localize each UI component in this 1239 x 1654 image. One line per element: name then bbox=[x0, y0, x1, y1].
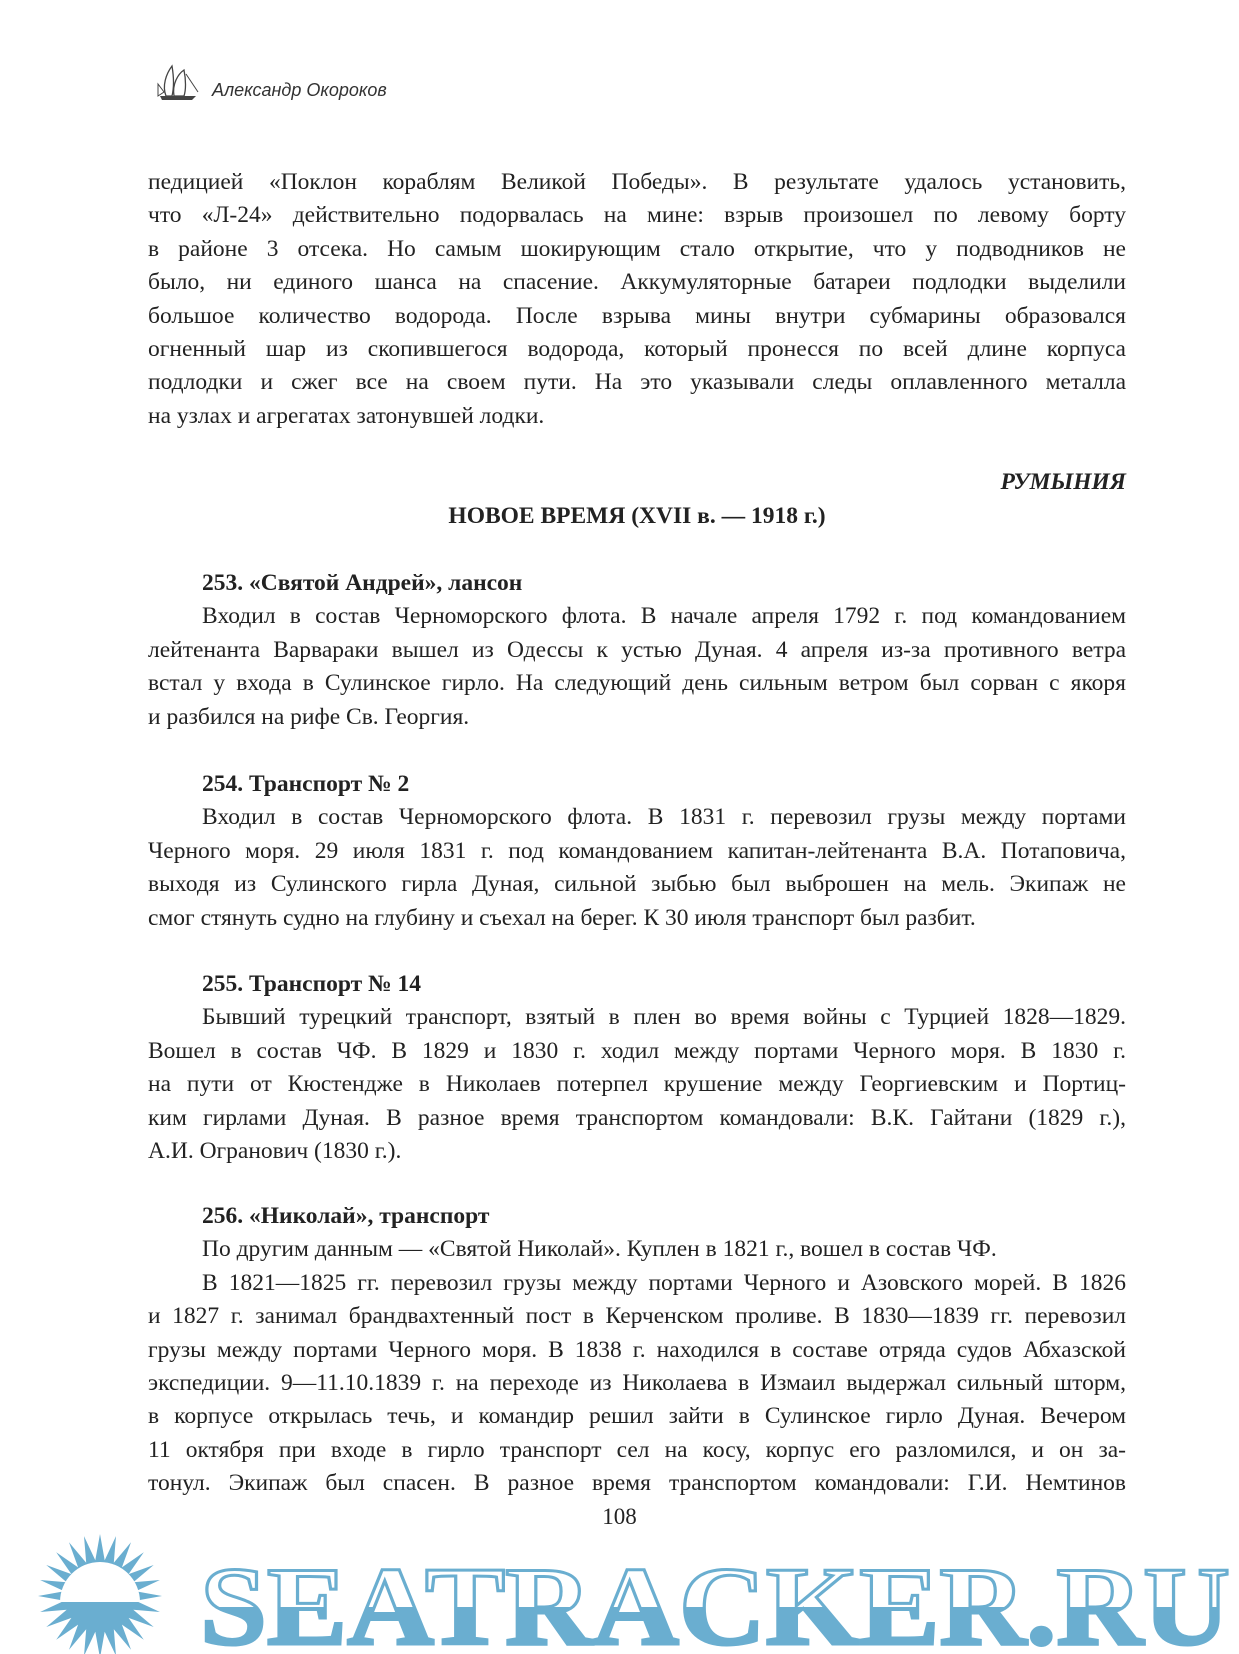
text-line: было, ни единого шанса на спасение. Аккумуляторные батареи подлодки выделили bbox=[148, 269, 1126, 296]
text-line: в районе 3 отсека. Но самым шокирующим стало открытие, что у подводников не bbox=[148, 235, 1126, 262]
entry-255 bbox=[148, 968, 1126, 1168]
entry-title: 254. Транспорт № 2 bbox=[202, 771, 410, 797]
text-line: экспедиции. 9—11.10.1839 г. на переходе из Николаева в Измаил выдержал сильный шторм, bbox=[148, 1369, 1126, 1396]
entry-256 bbox=[148, 1200, 1126, 1501]
running-header bbox=[152, 62, 387, 104]
intro-paragraph bbox=[148, 166, 1126, 433]
text-line: Вошел в состав ЧФ. В 1829 и 1830 г. ходил между портами Черного моря. В 1830 г. bbox=[148, 1037, 1126, 1064]
text-line: на узлах и агрегатах затонувшей лодки. bbox=[148, 402, 545, 429]
text-line: Бывший турецкий транспорт, взятый в плен во время войны с Турцией 1828—1829. bbox=[202, 1004, 1126, 1031]
text-line: на пути от Кюстендже в Николаев потерпел крушение между Георгиевским и Портиц- bbox=[148, 1071, 1126, 1098]
seatracker-watermark bbox=[0, 1532, 1239, 1654]
text-line: В 1821—1825 гг. перевозил грузы между портами Черного и Азовского морей. В 1826 bbox=[202, 1269, 1126, 1296]
text-line: По другим данным — «Святой Николай». Куплен в 1821 г., вошел в состав ЧФ. bbox=[202, 1236, 997, 1263]
text-line: Черного моря. 29 июля 1831 г. под командованием капитан-лейтенанта В.А. Потаповича, bbox=[148, 837, 1126, 864]
text-line: подлодки и сжег все на своем пути. На это указывали следы оплавленного металла bbox=[148, 369, 1126, 396]
text-line: смог стянуть судно на глубину и съехал на берег. К 30 июля транспорт был разбит. bbox=[148, 904, 976, 931]
country-heading: РУМЫНИЯ bbox=[1000, 469, 1126, 495]
entry-title: 256. «Николай», транспорт bbox=[202, 1203, 490, 1229]
text-line: встал у входа в Сулинское гирло. На следующий день сильным ветром был сорван с якоря bbox=[148, 670, 1126, 697]
text-line: большое количество водорода. После взрыва мины внутри субмарины образовался bbox=[148, 302, 1126, 329]
entry-title: 253. «Святой Андрей», лансон bbox=[202, 570, 523, 596]
text-line: лейтенанта Варвараки вышел из Одессы к устью Дуная. 4 апреля из-за противного ветра bbox=[148, 636, 1126, 663]
text-line: в корпусе открылась течь, и командир решил зайти в Сулинское гирло Дуная. Вечером bbox=[148, 1403, 1126, 1430]
text-line: грузы между портами Черного моря. В 1838 г. находился в составе отряда судов Абхазской bbox=[148, 1336, 1126, 1363]
text-line: педицией «Поклон кораблям Великой Победы». В результате удалось установить, bbox=[148, 169, 1126, 195]
text-line: А.И. Огранович (1830 г.). bbox=[148, 1137, 402, 1164]
page-number: 108 bbox=[602, 1504, 637, 1529]
text-line: тонул. Экипаж был спасен. В разное время транспортом командовали: Г.И. Немтинов bbox=[148, 1470, 1126, 1497]
text-line: выходя из Сулинского гирла Дуная, сильной зыбью был выброшен на мель. Экипаж не bbox=[148, 871, 1126, 898]
text-line: ким гирлами Дуная. В разное время транспортом командовали: В.К. Гайтани (1829 г.), bbox=[148, 1104, 1126, 1131]
text-line: огненный шар из скопившегося водорода, который пронесся по всей длине корпуса bbox=[148, 335, 1126, 362]
text-line: и разбился на рифе Св. Георгия. bbox=[148, 703, 470, 730]
entry-253 bbox=[148, 567, 1126, 734]
watermark-text: SEATRACKER.RU bbox=[200, 1545, 1230, 1654]
author-name: Александр Окороков bbox=[212, 79, 387, 100]
sunburst-icon bbox=[38, 1534, 162, 1654]
text-line: что «Л-24» действительно подорвалась на мине: взрыв произошел по левому борту bbox=[148, 202, 1126, 229]
text-line: и 1827 г. занимал брандвахтенный пост в Керченском проливе. В 1830—1839 гг. перевозил bbox=[148, 1303, 1126, 1330]
entry-title: 255. Транспорт № 14 bbox=[202, 971, 422, 997]
text-line: Входил в состав Черноморского флота. В 1831 г. перевозил грузы между портами bbox=[202, 804, 1126, 831]
text-line: Входил в состав Черноморского флота. В начале апреля 1792 г. под командованием bbox=[202, 603, 1126, 630]
period-heading: НОВОЕ ВРЕМЯ (XVII в. — 1918 г.) bbox=[448, 503, 826, 529]
entry-254 bbox=[148, 768, 1126, 935]
text-line: 11 октября при входе в гирло транспорт сел на косу, корпус его разломился, и он за- bbox=[148, 1436, 1126, 1463]
sailing-ship-logo-icon bbox=[152, 62, 200, 104]
